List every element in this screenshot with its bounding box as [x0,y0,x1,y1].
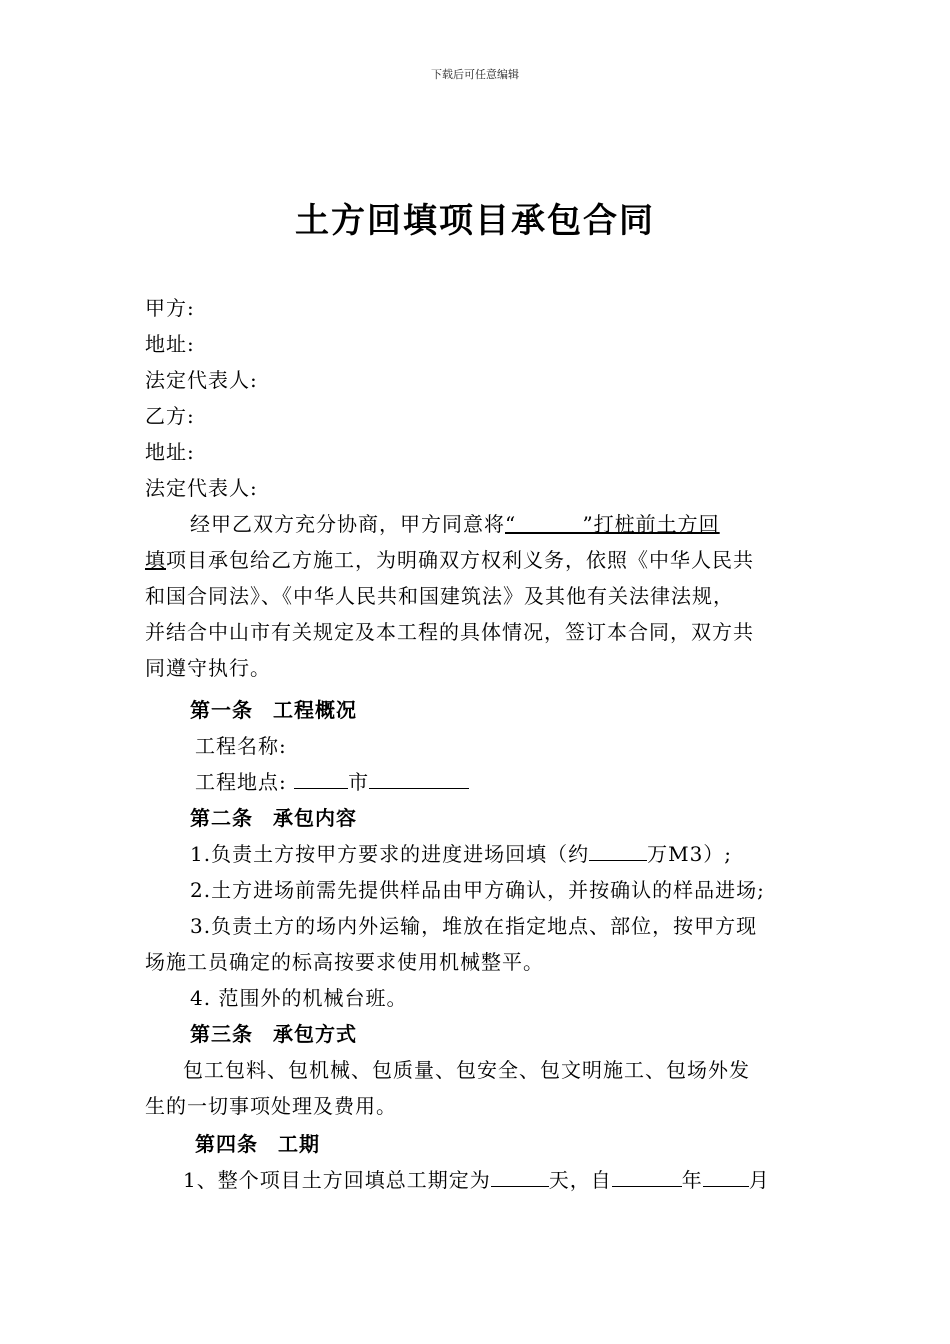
project-name-label: 工程名称: [195,734,287,758]
project-name-quote: “ ”打桩前土方回 [505,512,720,536]
month-blank [703,1166,749,1187]
project-site-line [195,768,860,796]
intro-text: 经甲乙双方充分协商，甲方同意将 [190,512,505,536]
intro-line-1 [190,510,855,538]
article-title: 承包内容 [273,806,357,830]
art2-item-1 [190,840,855,868]
intro-line-4: 并结合中山市有关规定及本工程的具体情况，签订本合同，双方共 [145,620,754,644]
article-title: 承包方式 [273,1022,357,1046]
header-note: 下载后可任意编辑 [431,68,519,81]
party-a-rep-label: 法定代表人: [145,368,258,392]
party-a-address-label: 地址: [145,332,195,356]
article-4-heading [195,1130,860,1158]
art2-item-3: 3.负责土方的场内外运输，堆放在指定地点、部位，按甲方现 [190,914,758,938]
article-title: 工程概况 [273,698,357,722]
item-text: 年 [681,1168,703,1192]
item-text: 万M3）; [647,842,733,866]
art2-item-3-cont: 场施工员确定的标高按要求使用机械整平。 [145,950,544,974]
days-blank [491,1166,549,1187]
article-number: 第一条 [190,698,253,722]
party-a-label: 甲方: [145,296,195,320]
art3-line-1: 包工包料、包机械、包质量、包安全、包文明施工、包场外发 [183,1058,750,1082]
art2-item-4: 4. 范围外的机械台班。 [190,986,408,1010]
year-blank [612,1166,682,1187]
art4-item-1 [183,1166,848,1194]
article-1-heading [190,696,855,724]
site-city-label: 市 [348,770,370,794]
item-text: 1、整个项目土方回填总工期定为 [183,1168,491,1192]
intro-line-2 [145,546,810,574]
article-number: 第三条 [190,1022,253,1046]
project-site-label: 工程地点: [195,770,287,794]
party-b-rep-label: 法定代表人: [145,476,258,500]
art2-item-2: 2.土方进场前需先提供样品由甲方确认，并按确认的样品进场; [190,878,765,902]
intro-line-5: 同遵守执行。 [145,656,271,680]
article-title: 工期 [278,1132,320,1156]
article-number: 第四条 [195,1132,258,1156]
party-b-address-label: 地址: [145,440,195,464]
article-3-heading [190,1020,855,1048]
site-city-blank [369,768,469,789]
party-b-label: 乙方: [145,404,195,428]
art3-line-2: 生的一切事项处理及费用。 [145,1094,397,1118]
item-text: 月 [748,1168,770,1192]
article-2-heading [190,804,855,832]
item-text: 天，自 [548,1168,612,1192]
intro-underlined-text: 填 [145,548,166,572]
intro-text: 项目承包给乙方施工，为明确双方权利义务，依照《中华人民共 [166,548,754,572]
item-text: 1.负责土方按甲方要求的进度进场回填（约 [190,842,590,866]
volume-blank [589,840,647,861]
article-number: 第二条 [190,806,253,830]
intro-line-3: 和国合同法》、《中华人民共和国建筑法》及其他有关法律法规， [145,584,734,608]
document-title: 土方回填项目承包合同 [295,201,655,241]
site-blank [294,768,348,789]
